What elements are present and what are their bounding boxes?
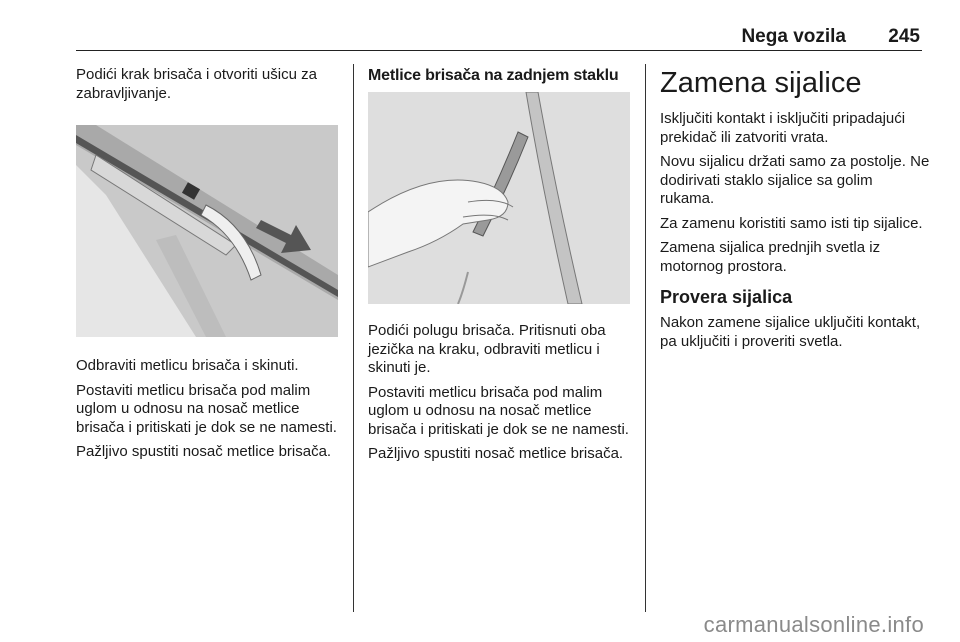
paragraph: Pažljivo spustiti nosač metlice brisača. (76, 443, 332, 460)
paragraph: Pažljivo spustiti nosač metlice brisača. (368, 445, 624, 462)
column-divider (645, 64, 646, 612)
wiper-blade-illustration (76, 125, 338, 337)
column-3 (660, 66, 930, 357)
page-header (0, 26, 960, 50)
paragraph: Za zamenu koristiti samo isti tip sijalice. (660, 214, 923, 232)
watermark: carmanualsonline.info (703, 612, 924, 637)
paragraph: Podići polugu brisača. Pritisnuti oba jezička na kraku, odbraviti metlicu i skinuti je. (368, 322, 606, 376)
paragraph: Odbraviti metlicu brisača i skinuti. (76, 357, 299, 374)
paragraph: Postaviti metlicu brisača pod malim uglom u odnosu na nosač metlice brisača i pritiskati je dok se ne namesti. (76, 381, 337, 436)
paragraph: Nakon zamene sijalice uključiti kontakt, pa uključiti i proveriti svetla. (660, 314, 921, 350)
chapter-heading: Zamena sijalice (660, 67, 862, 99)
rear-wiper-illustration (368, 92, 630, 304)
paragraph: Postaviti metlicu brisača pod malim uglom u odnosu na nosač metlice brisača i pritiskati je dok se ne namesti. (368, 383, 629, 438)
column-1 (76, 66, 342, 468)
paragraph: Isključiti kontakt i isključiti pripadajući prekidač ili zatvoriti vrata. (660, 110, 906, 146)
paragraph: Podići krak brisača i otvoriti ušicu za zabravljivanje. (76, 66, 317, 102)
column-divider (353, 64, 354, 612)
section-title: Nega vozila (741, 26, 846, 47)
header-rule (76, 50, 922, 51)
page-number: 245 (888, 26, 920, 47)
subsection-heading: Provera sijalica (660, 287, 793, 307)
paragraph: Novu sijalicu držati samo za postolje. Ne dodirivati staklo sijalice sa golim rukama. (660, 153, 930, 207)
section-heading: Metlice brisača na zadnjem staklu (368, 67, 619, 84)
column-2 (368, 66, 634, 470)
paragraph: Zamena sijalica prednjih svetla iz motornog prostora. (660, 239, 881, 275)
